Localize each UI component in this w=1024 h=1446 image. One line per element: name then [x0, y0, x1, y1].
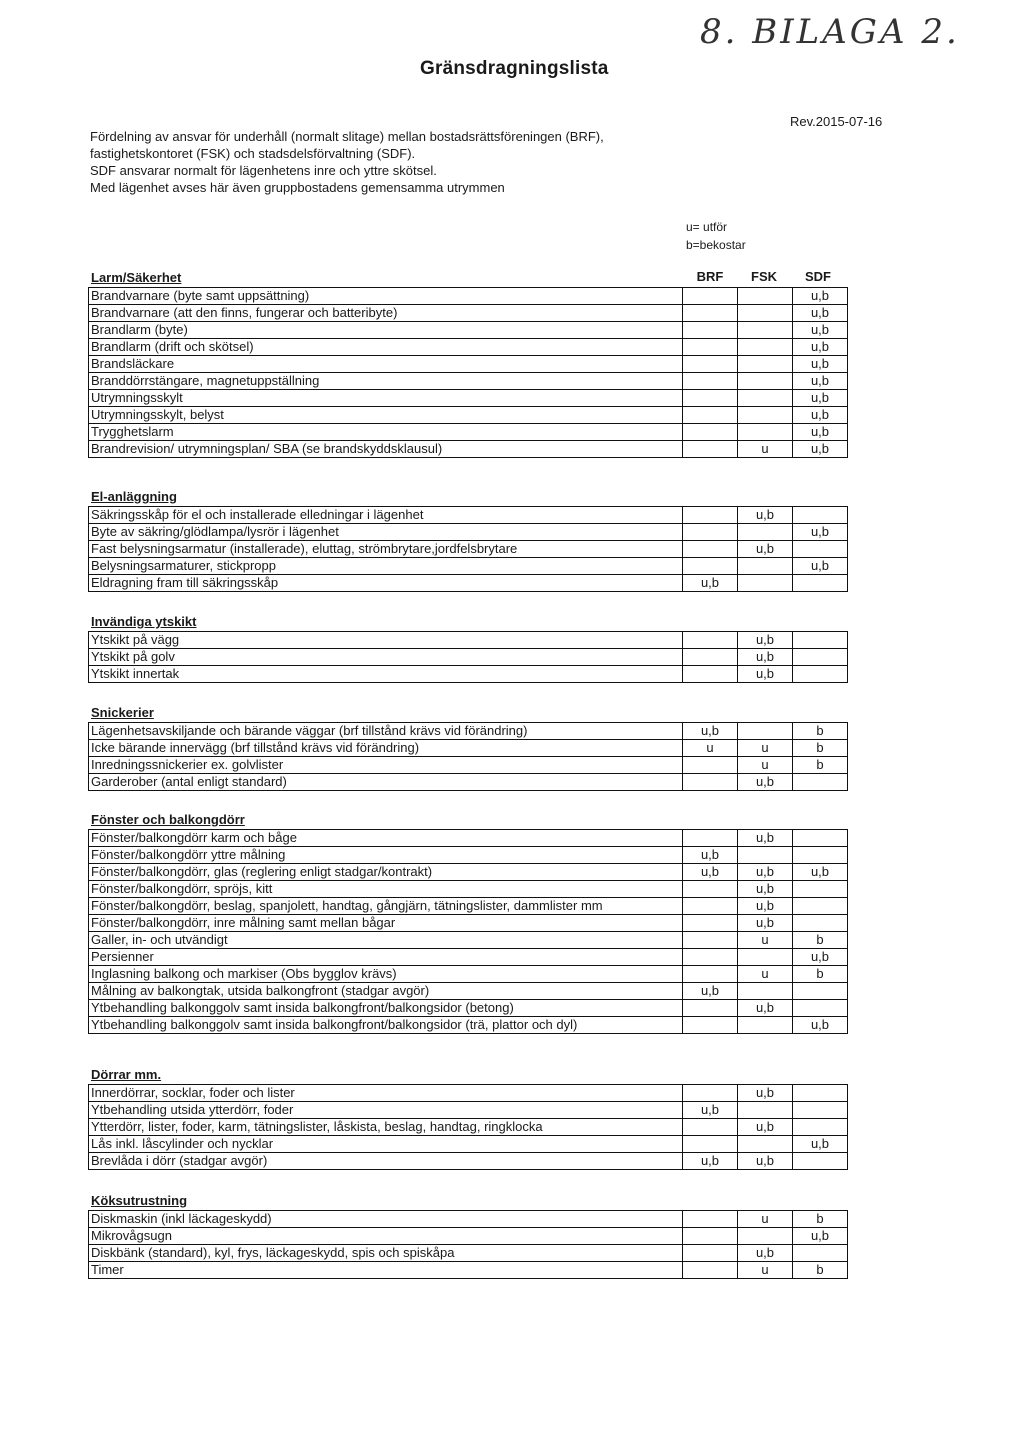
- row-label: Brandvarnare (att den finns, fungerar och batteribyte): [89, 305, 683, 322]
- row-label: Ytbehandling balkonggolv samt insida balkongfront/balkongsidor (trä, plattor och dyl): [89, 1017, 683, 1034]
- row-label: Brandlarm (byte): [89, 322, 683, 339]
- row-label: Fönster/balkongdörr, spröjs, kitt: [89, 881, 683, 898]
- table-row: [89, 898, 848, 915]
- section-title: Larm/Säkerhet: [91, 270, 182, 285]
- cell-sdf: [793, 666, 848, 683]
- column-header-brf: BRF: [696, 269, 724, 284]
- cell-brf: [683, 288, 738, 305]
- cell-sdf: u,b: [793, 1228, 848, 1245]
- cell-brf: [683, 424, 738, 441]
- cell-brf: [683, 322, 738, 339]
- cell-fsk: u,b: [738, 915, 793, 932]
- row-label: Säkringsskåp för el och installerade elledningar i lägenhet: [89, 507, 683, 524]
- responsibility-table: [88, 1084, 848, 1170]
- table-row: [89, 983, 848, 1000]
- cell-fsk: u,b: [738, 1000, 793, 1017]
- cell-sdf: b: [793, 932, 848, 949]
- cell-sdf: u,b: [793, 407, 848, 424]
- cell-fsk: u,b: [738, 774, 793, 791]
- cell-brf: [683, 1211, 738, 1228]
- row-label: Utrymningsskylt: [89, 390, 683, 407]
- table-row: [89, 881, 848, 898]
- cell-brf: [683, 915, 738, 932]
- cell-brf: [683, 373, 738, 390]
- cell-fsk: u: [738, 757, 793, 774]
- table-row: [89, 666, 848, 683]
- cell-brf: [683, 305, 738, 322]
- cell-sdf: u,b: [793, 339, 848, 356]
- table-row: [89, 949, 848, 966]
- row-label: Brandrevision/ utrymningsplan/ SBA (se brandskyddsklausul): [89, 441, 683, 458]
- row-label: Brandvarnare (byte samt uppsättning): [89, 288, 683, 305]
- cell-brf: [683, 774, 738, 791]
- row-label: Innerdörrar, socklar, foder och lister: [89, 1085, 683, 1102]
- row-label: Byte av säkring/glödlampa/lysrör i lägenhet: [89, 524, 683, 541]
- cell-fsk: [738, 424, 793, 441]
- cell-fsk: [738, 1102, 793, 1119]
- section-title: Fönster och balkongdörr: [91, 812, 245, 827]
- cell-fsk: u,b: [738, 1085, 793, 1102]
- cell-brf: u,b: [683, 983, 738, 1000]
- cell-fsk: u: [738, 1262, 793, 1279]
- cell-brf: [683, 757, 738, 774]
- table-row: [89, 915, 848, 932]
- table-row: [89, 1119, 848, 1136]
- cell-sdf: b: [793, 1262, 848, 1279]
- cell-sdf: u,b: [793, 424, 848, 441]
- table-row: [89, 932, 848, 949]
- table-row: [89, 1017, 848, 1034]
- cell-brf: [683, 524, 738, 541]
- column-header-fsk: FSK: [751, 269, 777, 284]
- table-row: [89, 441, 848, 458]
- table-row: [89, 373, 848, 390]
- cell-sdf: u,b: [793, 390, 848, 407]
- table-row: [89, 830, 848, 847]
- cell-brf: [683, 1017, 738, 1034]
- table-row: [89, 524, 848, 541]
- cell-brf: [683, 632, 738, 649]
- row-label: Fönster/balkongdörr yttre målning: [89, 847, 683, 864]
- cell-fsk: u: [738, 740, 793, 757]
- table-row: [89, 723, 848, 740]
- cell-sdf: u,b: [793, 322, 848, 339]
- cell-sdf: u,b: [793, 356, 848, 373]
- cell-fsk: [738, 373, 793, 390]
- cell-sdf: [793, 830, 848, 847]
- cell-brf: [683, 881, 738, 898]
- table-row: [89, 966, 848, 983]
- row-label: Icke bärande innervägg (brf tillstånd krävs vid förändring): [89, 740, 683, 757]
- cell-brf: [683, 390, 738, 407]
- cell-fsk: [738, 305, 793, 322]
- cell-fsk: [738, 575, 793, 592]
- table-row: [89, 322, 848, 339]
- table-row: [89, 740, 848, 757]
- cell-fsk: [738, 949, 793, 966]
- cell-sdf: b: [793, 966, 848, 983]
- table-row: [89, 1000, 848, 1017]
- table-row: [89, 407, 848, 424]
- row-label: Mikrovågsugn: [89, 1228, 683, 1245]
- cell-brf: [683, 1085, 738, 1102]
- row-label: Ytterdörr, lister, foder, karm, tätningslister, låskista, beslag, handtag, ringklocka: [89, 1119, 683, 1136]
- row-label: Lägenhetsavskiljande och bärande väggar (brf tillstånd krävs vid förändring): [89, 723, 683, 740]
- cell-sdf: u,b: [793, 305, 848, 322]
- intro-line: Med lägenhet avses här även gruppbostadens gemensamma utrymmen: [90, 180, 505, 195]
- section-title: Invändiga ytskikt: [91, 614, 197, 629]
- cell-fsk: [738, 847, 793, 864]
- table-row: [89, 1262, 848, 1279]
- row-label: Ytbehandling balkonggolv samt insida balkongfront/balkongsidor (betong): [89, 1000, 683, 1017]
- cell-brf: [683, 1245, 738, 1262]
- row-label: Timer: [89, 1262, 683, 1279]
- cell-fsk: [738, 983, 793, 1000]
- cell-fsk: u,b: [738, 649, 793, 666]
- revision-date: Rev.2015-07-16: [790, 114, 883, 129]
- cell-sdf: u,b: [793, 1136, 848, 1153]
- section-title: El-anläggning: [91, 489, 177, 504]
- responsibility-table: [88, 287, 848, 458]
- cell-fsk: [738, 322, 793, 339]
- cell-fsk: u,b: [738, 864, 793, 881]
- row-label: Trygghetslarm: [89, 424, 683, 441]
- row-label: Målning av balkongtak, utsida balkongfront (stadgar avgör): [89, 983, 683, 1000]
- cell-sdf: u,b: [793, 558, 848, 575]
- cell-sdf: [793, 1102, 848, 1119]
- cell-brf: u: [683, 740, 738, 757]
- row-label: Inredningssnickerier ex. golvlister: [89, 757, 683, 774]
- cell-fsk: [738, 524, 793, 541]
- cell-sdf: b: [793, 1211, 848, 1228]
- cell-fsk: [738, 1136, 793, 1153]
- table-row: [89, 424, 848, 441]
- cell-fsk: [738, 558, 793, 575]
- cell-sdf: u,b: [793, 524, 848, 541]
- intro-line: fastighetskontoret (FSK) och stadsdelsförvaltning (SDF).: [90, 146, 416, 161]
- cell-brf: u,b: [683, 1102, 738, 1119]
- table-row: [89, 541, 848, 558]
- cell-sdf: [793, 915, 848, 932]
- row-label: Fönster/balkongdörr karm och båge: [89, 830, 683, 847]
- cell-sdf: [793, 1085, 848, 1102]
- table-row: [89, 356, 848, 373]
- cell-fsk: u,b: [738, 507, 793, 524]
- cell-fsk: u: [738, 1211, 793, 1228]
- cell-brf: [683, 949, 738, 966]
- section-title: Snickerier: [91, 705, 154, 720]
- cell-sdf: u,b: [793, 1017, 848, 1034]
- row-label: Ytskikt på vägg: [89, 632, 683, 649]
- row-label: Galler, in- och utvändigt: [89, 932, 683, 949]
- responsibility-table: [88, 631, 848, 683]
- table-row: [89, 288, 848, 305]
- cell-brf: [683, 441, 738, 458]
- row-label: Fönster/balkongdörr, beslag, spanjolett, handtag, gångjärn, tätningslister, dammlister mm: [89, 898, 683, 915]
- cell-fsk: [738, 1228, 793, 1245]
- cell-brf: [683, 898, 738, 915]
- row-label: Belysningsarmaturer, stickpropp: [89, 558, 683, 575]
- cell-sdf: [793, 507, 848, 524]
- cell-fsk: u: [738, 966, 793, 983]
- table-row: [89, 847, 848, 864]
- cell-fsk: [738, 288, 793, 305]
- cell-brf: u,b: [683, 1153, 738, 1170]
- cell-fsk: [738, 390, 793, 407]
- table-row: [89, 1136, 848, 1153]
- cell-sdf: b: [793, 740, 848, 757]
- cell-sdf: [793, 774, 848, 791]
- table-row: [89, 864, 848, 881]
- table-row: [89, 575, 848, 592]
- cell-sdf: [793, 898, 848, 915]
- cell-sdf: u,b: [793, 864, 848, 881]
- table-row: [89, 1211, 848, 1228]
- cell-brf: [683, 339, 738, 356]
- cell-fsk: [738, 407, 793, 424]
- cell-fsk: u,b: [738, 1119, 793, 1136]
- row-label: Ytskikt innertak: [89, 666, 683, 683]
- intro-line: SDF ansvarar normalt för lägenhetens inre och yttre skötsel.: [90, 163, 437, 178]
- row-label: Ytbehandling utsida ytterdörr, foder: [89, 1102, 683, 1119]
- table-row: [89, 1102, 848, 1119]
- row-label: Fönster/balkongdörr, inre målning samt mellan bågar: [89, 915, 683, 932]
- cell-sdf: [793, 983, 848, 1000]
- table-row: [89, 339, 848, 356]
- row-label: Eldragning fram till säkringsskåp: [89, 575, 683, 592]
- cell-fsk: [738, 356, 793, 373]
- document-title: Gränsdragningslista: [420, 58, 609, 79]
- row-label: Persienner: [89, 949, 683, 966]
- cell-sdf: [793, 1000, 848, 1017]
- cell-sdf: [793, 1153, 848, 1170]
- cell-sdf: u,b: [793, 288, 848, 305]
- cell-brf: [683, 1136, 738, 1153]
- cell-brf: [683, 830, 738, 847]
- row-label: Brevlåda i dörr (stadgar avgör): [89, 1153, 683, 1170]
- cell-sdf: b: [793, 757, 848, 774]
- column-header-sdf: SDF: [805, 269, 831, 284]
- cell-brf: [683, 649, 738, 666]
- cell-brf: [683, 407, 738, 424]
- table-row: [89, 1153, 848, 1170]
- cell-sdf: [793, 1245, 848, 1262]
- row-label: Diskbänk (standard), kyl, frys, läckageskydd, spis och spiskåpa: [89, 1245, 683, 1262]
- cell-fsk: u,b: [738, 632, 793, 649]
- cell-sdf: [793, 881, 848, 898]
- row-label: Utrymningsskylt, belyst: [89, 407, 683, 424]
- cell-fsk: u,b: [738, 881, 793, 898]
- table-row: [89, 1228, 848, 1245]
- row-label: Fönster/balkongdörr, glas (reglering enligt stadgar/kontrakt): [89, 864, 683, 881]
- section-title: Köksutrustning: [91, 1193, 188, 1208]
- cell-fsk: u: [738, 441, 793, 458]
- handwritten-annotation: 8. BILAGA 2.: [700, 12, 960, 52]
- row-label: Fast belysningsarmatur (installerade), eluttag, strömbrytare,jordfelsbrytare: [89, 541, 683, 558]
- responsibility-table: [88, 1210, 848, 1279]
- intro-line: Fördelning av ansvar för underhåll (normalt slitage) mellan bostadsrättsföreningen (BRF),: [90, 129, 604, 144]
- legend-item: u= utför: [686, 220, 728, 234]
- legend-item: b=bekostar: [686, 238, 746, 252]
- cell-fsk: [738, 339, 793, 356]
- cell-fsk: u,b: [738, 830, 793, 847]
- table-row: [89, 507, 848, 524]
- section-title: Dörrar mm.: [91, 1067, 162, 1082]
- cell-fsk: [738, 723, 793, 740]
- cell-fsk: u,b: [738, 1153, 793, 1170]
- cell-sdf: u,b: [793, 373, 848, 390]
- row-label: Branddörrstängare, magnetuppställning: [89, 373, 683, 390]
- row-label: Inglasning balkong och markiser (Obs bygglov krävs): [89, 966, 683, 983]
- responsibility-table: [88, 506, 848, 592]
- cell-fsk: u,b: [738, 1245, 793, 1262]
- row-label: Ytskikt på golv: [89, 649, 683, 666]
- cell-sdf: [793, 575, 848, 592]
- table-row: [89, 390, 848, 407]
- cell-brf: [683, 507, 738, 524]
- cell-fsk: u: [738, 932, 793, 949]
- table-row: [89, 649, 848, 666]
- cell-brf: [683, 541, 738, 558]
- table-row: [89, 1245, 848, 1262]
- cell-sdf: [793, 541, 848, 558]
- cell-fsk: u,b: [738, 541, 793, 558]
- row-label: Garderober (antal enligt standard): [89, 774, 683, 791]
- cell-brf: [683, 1000, 738, 1017]
- cell-sdf: u,b: [793, 441, 848, 458]
- cell-sdf: [793, 1119, 848, 1136]
- cell-brf: [683, 356, 738, 373]
- cell-brf: u,b: [683, 864, 738, 881]
- cell-sdf: [793, 649, 848, 666]
- table-row: [89, 1085, 848, 1102]
- row-label: Diskmaskin (inkl läckageskydd): [89, 1211, 683, 1228]
- row-label: Brandsläckare: [89, 356, 683, 373]
- cell-brf: [683, 558, 738, 575]
- cell-sdf: b: [793, 723, 848, 740]
- cell-sdf: [793, 632, 848, 649]
- cell-brf: u,b: [683, 847, 738, 864]
- cell-brf: [683, 966, 738, 983]
- cell-brf: [683, 1119, 738, 1136]
- cell-brf: [683, 1262, 738, 1279]
- responsibility-table: [88, 829, 848, 1034]
- cell-brf: [683, 1228, 738, 1245]
- table-row: [89, 305, 848, 322]
- table-row: [89, 632, 848, 649]
- row-label: Brandlarm (drift och skötsel): [89, 339, 683, 356]
- cell-fsk: u,b: [738, 666, 793, 683]
- cell-sdf: u,b: [793, 949, 848, 966]
- intro-text: [90, 128, 604, 196]
- cell-brf: [683, 666, 738, 683]
- cell-fsk: u,b: [738, 898, 793, 915]
- row-label: Lås inkl. låscylinder och nycklar: [89, 1136, 683, 1153]
- legend: [686, 218, 746, 254]
- cell-fsk: [738, 1017, 793, 1034]
- cell-brf: [683, 932, 738, 949]
- table-row: [89, 558, 848, 575]
- table-row: [89, 757, 848, 774]
- cell-brf: u,b: [683, 723, 738, 740]
- table-row: [89, 774, 848, 791]
- cell-sdf: [793, 847, 848, 864]
- cell-brf: u,b: [683, 575, 738, 592]
- responsibility-table: [88, 722, 848, 791]
